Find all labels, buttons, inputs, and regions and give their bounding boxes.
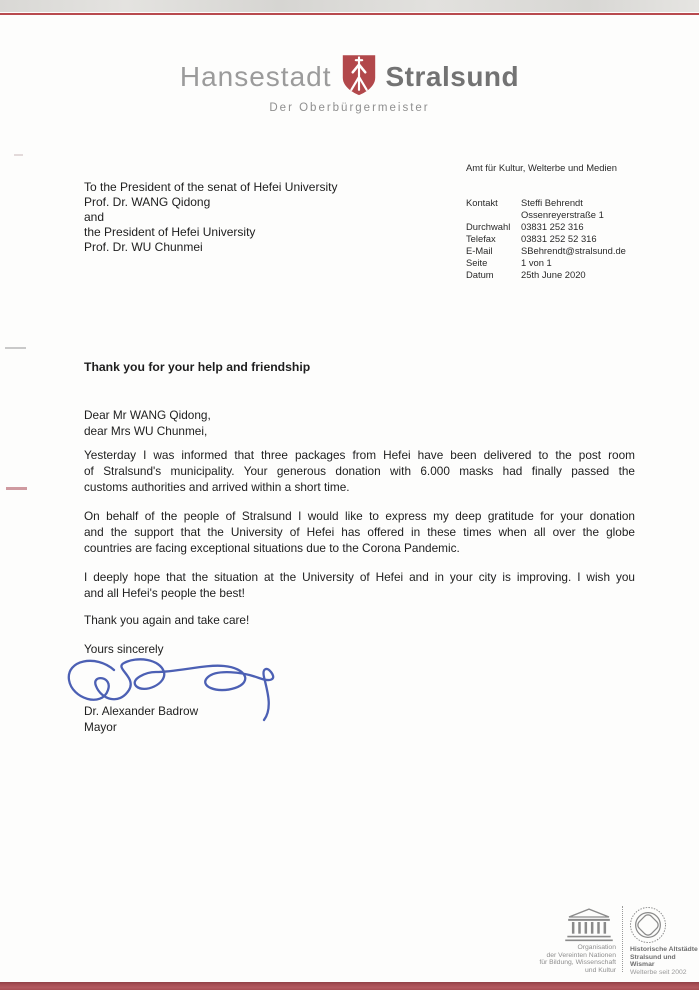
meta-label: Durchwahl bbox=[466, 221, 511, 232]
paragraph-3 bbox=[84, 569, 635, 601]
table-row bbox=[466, 209, 626, 221]
stralsund-shield-icon bbox=[341, 53, 377, 97]
meta-label: Seite bbox=[466, 257, 488, 268]
paragraph-line: customs authorities and arrived within a short time. bbox=[84, 480, 350, 494]
table-row bbox=[466, 245, 626, 257]
signer-title: Mayor bbox=[84, 720, 117, 734]
closing-line: Thank you again and take care! bbox=[84, 613, 250, 627]
heritage-caption bbox=[630, 946, 699, 976]
recipient-line: Prof. Dr. WU Chunmei bbox=[84, 240, 203, 254]
caption-line: Welterbe seit 2002 bbox=[630, 968, 687, 976]
fold-mark bbox=[14, 154, 23, 156]
caption-line: Organisation bbox=[577, 944, 616, 951]
caption-line: Stralsund und Wismar bbox=[630, 953, 676, 969]
recipient-line: the President of Hefei University bbox=[84, 225, 256, 239]
meta-label: E-Mail bbox=[466, 245, 493, 256]
top-red-line bbox=[0, 13, 699, 15]
meta-value: SBehrendt@stralsund.de bbox=[521, 245, 626, 256]
footer-separator bbox=[622, 906, 623, 972]
meta-label bbox=[466, 209, 521, 221]
salutation-line: Dear Mr WANG Qidong, bbox=[84, 408, 211, 422]
fold-mark bbox=[5, 347, 26, 349]
fold-mark bbox=[6, 487, 27, 490]
scan-edge-top bbox=[0, 0, 699, 12]
meta-value: Steffi Behrendt bbox=[521, 197, 583, 208]
bottom-red-band bbox=[0, 982, 699, 990]
recipient-line: and bbox=[84, 210, 105, 224]
table-row bbox=[466, 257, 626, 269]
subject-line: Thank you for your help and friendship bbox=[84, 360, 311, 374]
caption-line: und Kultur bbox=[585, 966, 616, 974]
table-row bbox=[466, 197, 626, 209]
meta-value: 03831 252 316 bbox=[521, 221, 584, 232]
table-row bbox=[466, 233, 626, 245]
salutation bbox=[84, 407, 635, 439]
paragraph-1 bbox=[84, 447, 635, 495]
contact-meta-table bbox=[466, 197, 626, 281]
salutation-line: dear Mrs WU Chunmei, bbox=[84, 424, 208, 438]
paragraph-line: of Stralsund's municipality. Your generous donation with 6.000 masks had finally passed the bbox=[84, 464, 635, 478]
valediction-line: Yours sincerely bbox=[84, 642, 164, 656]
recipient-line: To the President of the senat of Hefei University bbox=[84, 180, 338, 194]
world-heritage-emblem-icon bbox=[629, 906, 667, 944]
meta-value: 03831 252 52 316 bbox=[521, 233, 597, 244]
caption-line: der Vereinten Nationen bbox=[546, 951, 616, 959]
paragraph-line: Yesterday I was informed that three packages from Hefei have been delivered to the post room bbox=[84, 448, 635, 462]
meta-label: Datum bbox=[466, 269, 494, 280]
paragraph-line: countries are facing exceptional situations due to the Corona Pandemic. bbox=[84, 541, 460, 555]
paragraph-2 bbox=[84, 508, 635, 556]
unesco-logo-icon bbox=[563, 907, 615, 942]
unesco-caption bbox=[536, 944, 616, 974]
signer-name: Dr. Alexander Badrow bbox=[84, 704, 199, 718]
paragraph-line: On behalf of the people of Stralsund I would like to express my deep gratitude for your donation bbox=[84, 509, 635, 523]
paragraph-line: and all Hefei's people the best! bbox=[84, 586, 245, 600]
table-row bbox=[466, 221, 626, 233]
meta-label: Kontakt bbox=[466, 197, 498, 208]
paragraph-line: and the support that the University of Hefei has offered in these times when all over the globe bbox=[84, 525, 635, 539]
recipient-line: Prof. Dr. WANG Qidong bbox=[84, 195, 211, 209]
meta-value: 1 von 1 bbox=[521, 257, 552, 268]
meta-value: 25th June 2020 bbox=[521, 269, 586, 280]
paragraph-line: I deeply hope that the situation at the University of Hefei and in your city is improving. I wish you bbox=[84, 570, 635, 584]
recipient-address bbox=[84, 180, 337, 255]
wordmark-stralsund: Stralsund bbox=[385, 61, 520, 92]
meta-value: Ossenreyerstraße 1 bbox=[521, 209, 604, 220]
letterhead-subtitle: Der Oberbürgermeister bbox=[269, 102, 430, 114]
table-row bbox=[466, 269, 626, 281]
wordmark-hansestadt: Hansestadt bbox=[179, 61, 332, 92]
caption-line: Historische Altstädte bbox=[630, 946, 698, 953]
department-line: Amt für Kultur, Welterbe und Medien bbox=[466, 162, 617, 173]
letterhead bbox=[0, 57, 699, 114]
caption-line: für Bildung, Wissenschaft bbox=[539, 959, 616, 967]
meta-label: Telefax bbox=[466, 233, 496, 244]
